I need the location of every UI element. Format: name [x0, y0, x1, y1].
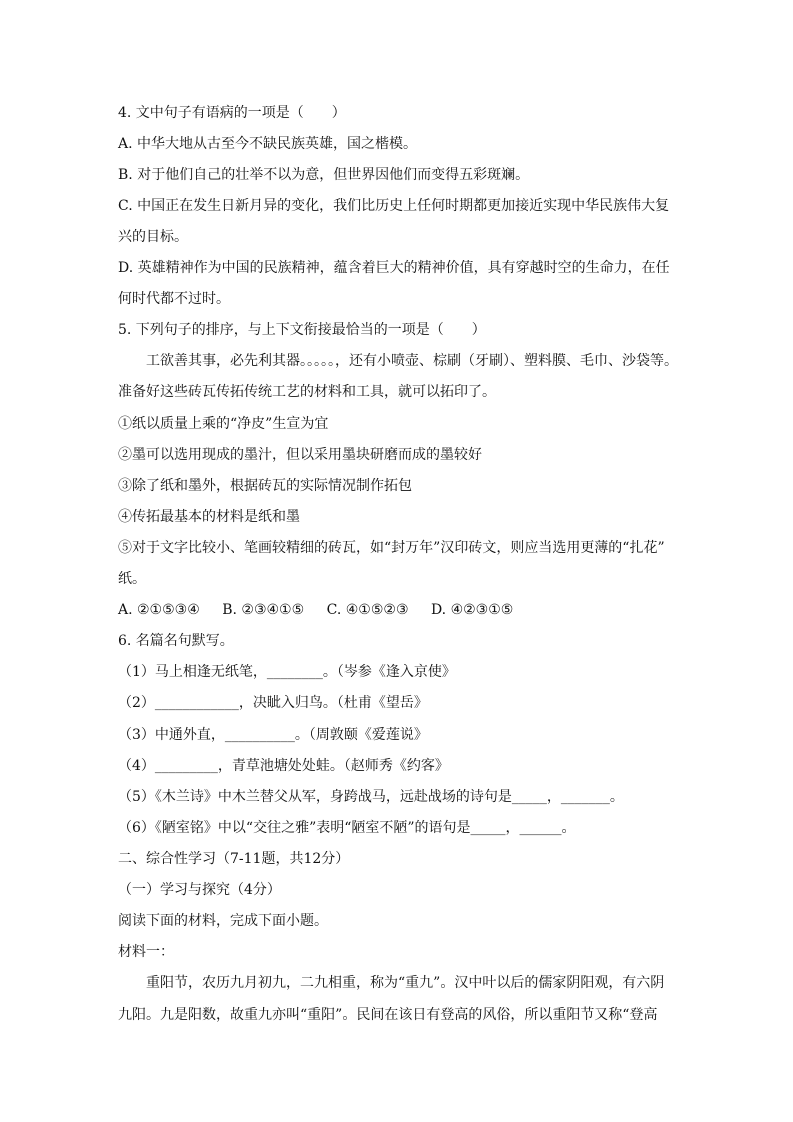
material-paragraph-line1: 重阳节，农历九月初九，二九相重，称为“重九”。汉中叶以后的儒家阴阳观，有六阴: [146, 975, 665, 991]
question-5-sentence-5-line1: ⑤对于文字比较小、笔画较精细的砖瓦，如“封万年”汉印砖文，则应当选用更薄的“扎花”: [118, 540, 665, 556]
question-5-options: [118, 600, 678, 620]
question-6-stem: 6. 名篇名句默写。: [118, 633, 234, 649]
question-5-context-line1: 工欲善其事，必先利其器。。。。。，还有小喷壶、棕刷（牙刷）、塑料膜、毛巾、沙袋等。: [146, 353, 678, 369]
question-5-stem: 5. 下列句子的排序，与上下文衔接最恰当的一项是（ ）: [118, 322, 486, 338]
question-6-item-2: （2）____________，决眦入归鸟。（杜甫《望岳》: [118, 695, 428, 711]
section-heading: 二、综合性学习（7-11题，共12分）: [118, 851, 350, 867]
question-5-option-d: D. ④②③①⑤: [430, 602, 514, 618]
question-5-sentence-2: ②墨可以选用现成的墨汁，但以采用墨块研磨而成的墨较好: [118, 447, 482, 463]
question-6-item-5: （5）《木兰诗》中木兰替父从军，身跨战马，远赴战场的诗句是_____，_______。: [118, 789, 624, 805]
question-4-option-d-line2: 何时代都不过时。: [118, 291, 230, 307]
question-5-sentence-3: ③除了纸和墨外，根据砖瓦的实际情况制作拓包: [118, 478, 412, 494]
material-paragraph-line2: 九阳。九是阳数，故重九亦叫“重阳”。民间在该日有登高的风俗，所以重阳节又称“登高: [118, 1007, 658, 1023]
material-label: 材料一：: [118, 944, 174, 960]
question-4-option-b: B. 对于他们自己的壮举不以为意，但世界因他们而变得五彩斑斓。: [118, 167, 530, 183]
question-5-sentence-4: ④传拓最基本的材料是纸和墨: [118, 509, 300, 525]
reading-instruction: 阅读下面的材料，完成下面小题。: [118, 913, 328, 929]
question-4-option-c-line2: 兴的目标。: [118, 229, 188, 245]
question-5-option-c: C. ④①⑤②③: [326, 602, 409, 618]
question-6-item-4: （4）_________，青草池塘处处蛙。（赵师秀《约客》: [118, 758, 449, 774]
question-6-item-3: （3）中通外直，__________。（周敦颐《爱莲说》: [118, 727, 428, 743]
question-6-item-6: （6）《陋室铭》中以“交往之雅”表明“陋室不陋”的语句是_____，______。: [118, 820, 576, 836]
question-5-context-line2: 准备好这些砖瓦传拓传统工艺的材料和工具，就可以拓印了。: [118, 384, 496, 400]
question-4-option-c-line1: C. 中国正在发生日新月异的变化，我们比历史上任何时期都更加接近实现中华民族伟大复: [118, 198, 670, 214]
question-5-option-a: A. ②①⑤③④: [118, 602, 200, 618]
question-4-stem: 4. 文中句子有语病的一项是（ ）: [118, 105, 346, 121]
question-5-sentence-5-line2: 纸。: [118, 571, 146, 587]
subsection-heading: （一）学习与探究（4分）: [118, 882, 281, 898]
question-5-option-b: B. ②③④①⑤: [222, 602, 305, 618]
question-4-option-d-line1: D. 英雄精神作为中国的民族精神，蕴含着巨大的精神价值，具有穿越时空的生命力，在任: [118, 260, 670, 276]
question-4-option-a: A. 中华大地从古至今不缺民族英雄，国之楷模。: [118, 136, 418, 152]
question-6-item-1: （1）马上相逢无纸笔，________。（岑参《逢入京使》: [118, 664, 456, 680]
question-5-sentence-1: ①纸以质量上乘的“净皮”生宣为宜: [118, 416, 329, 432]
